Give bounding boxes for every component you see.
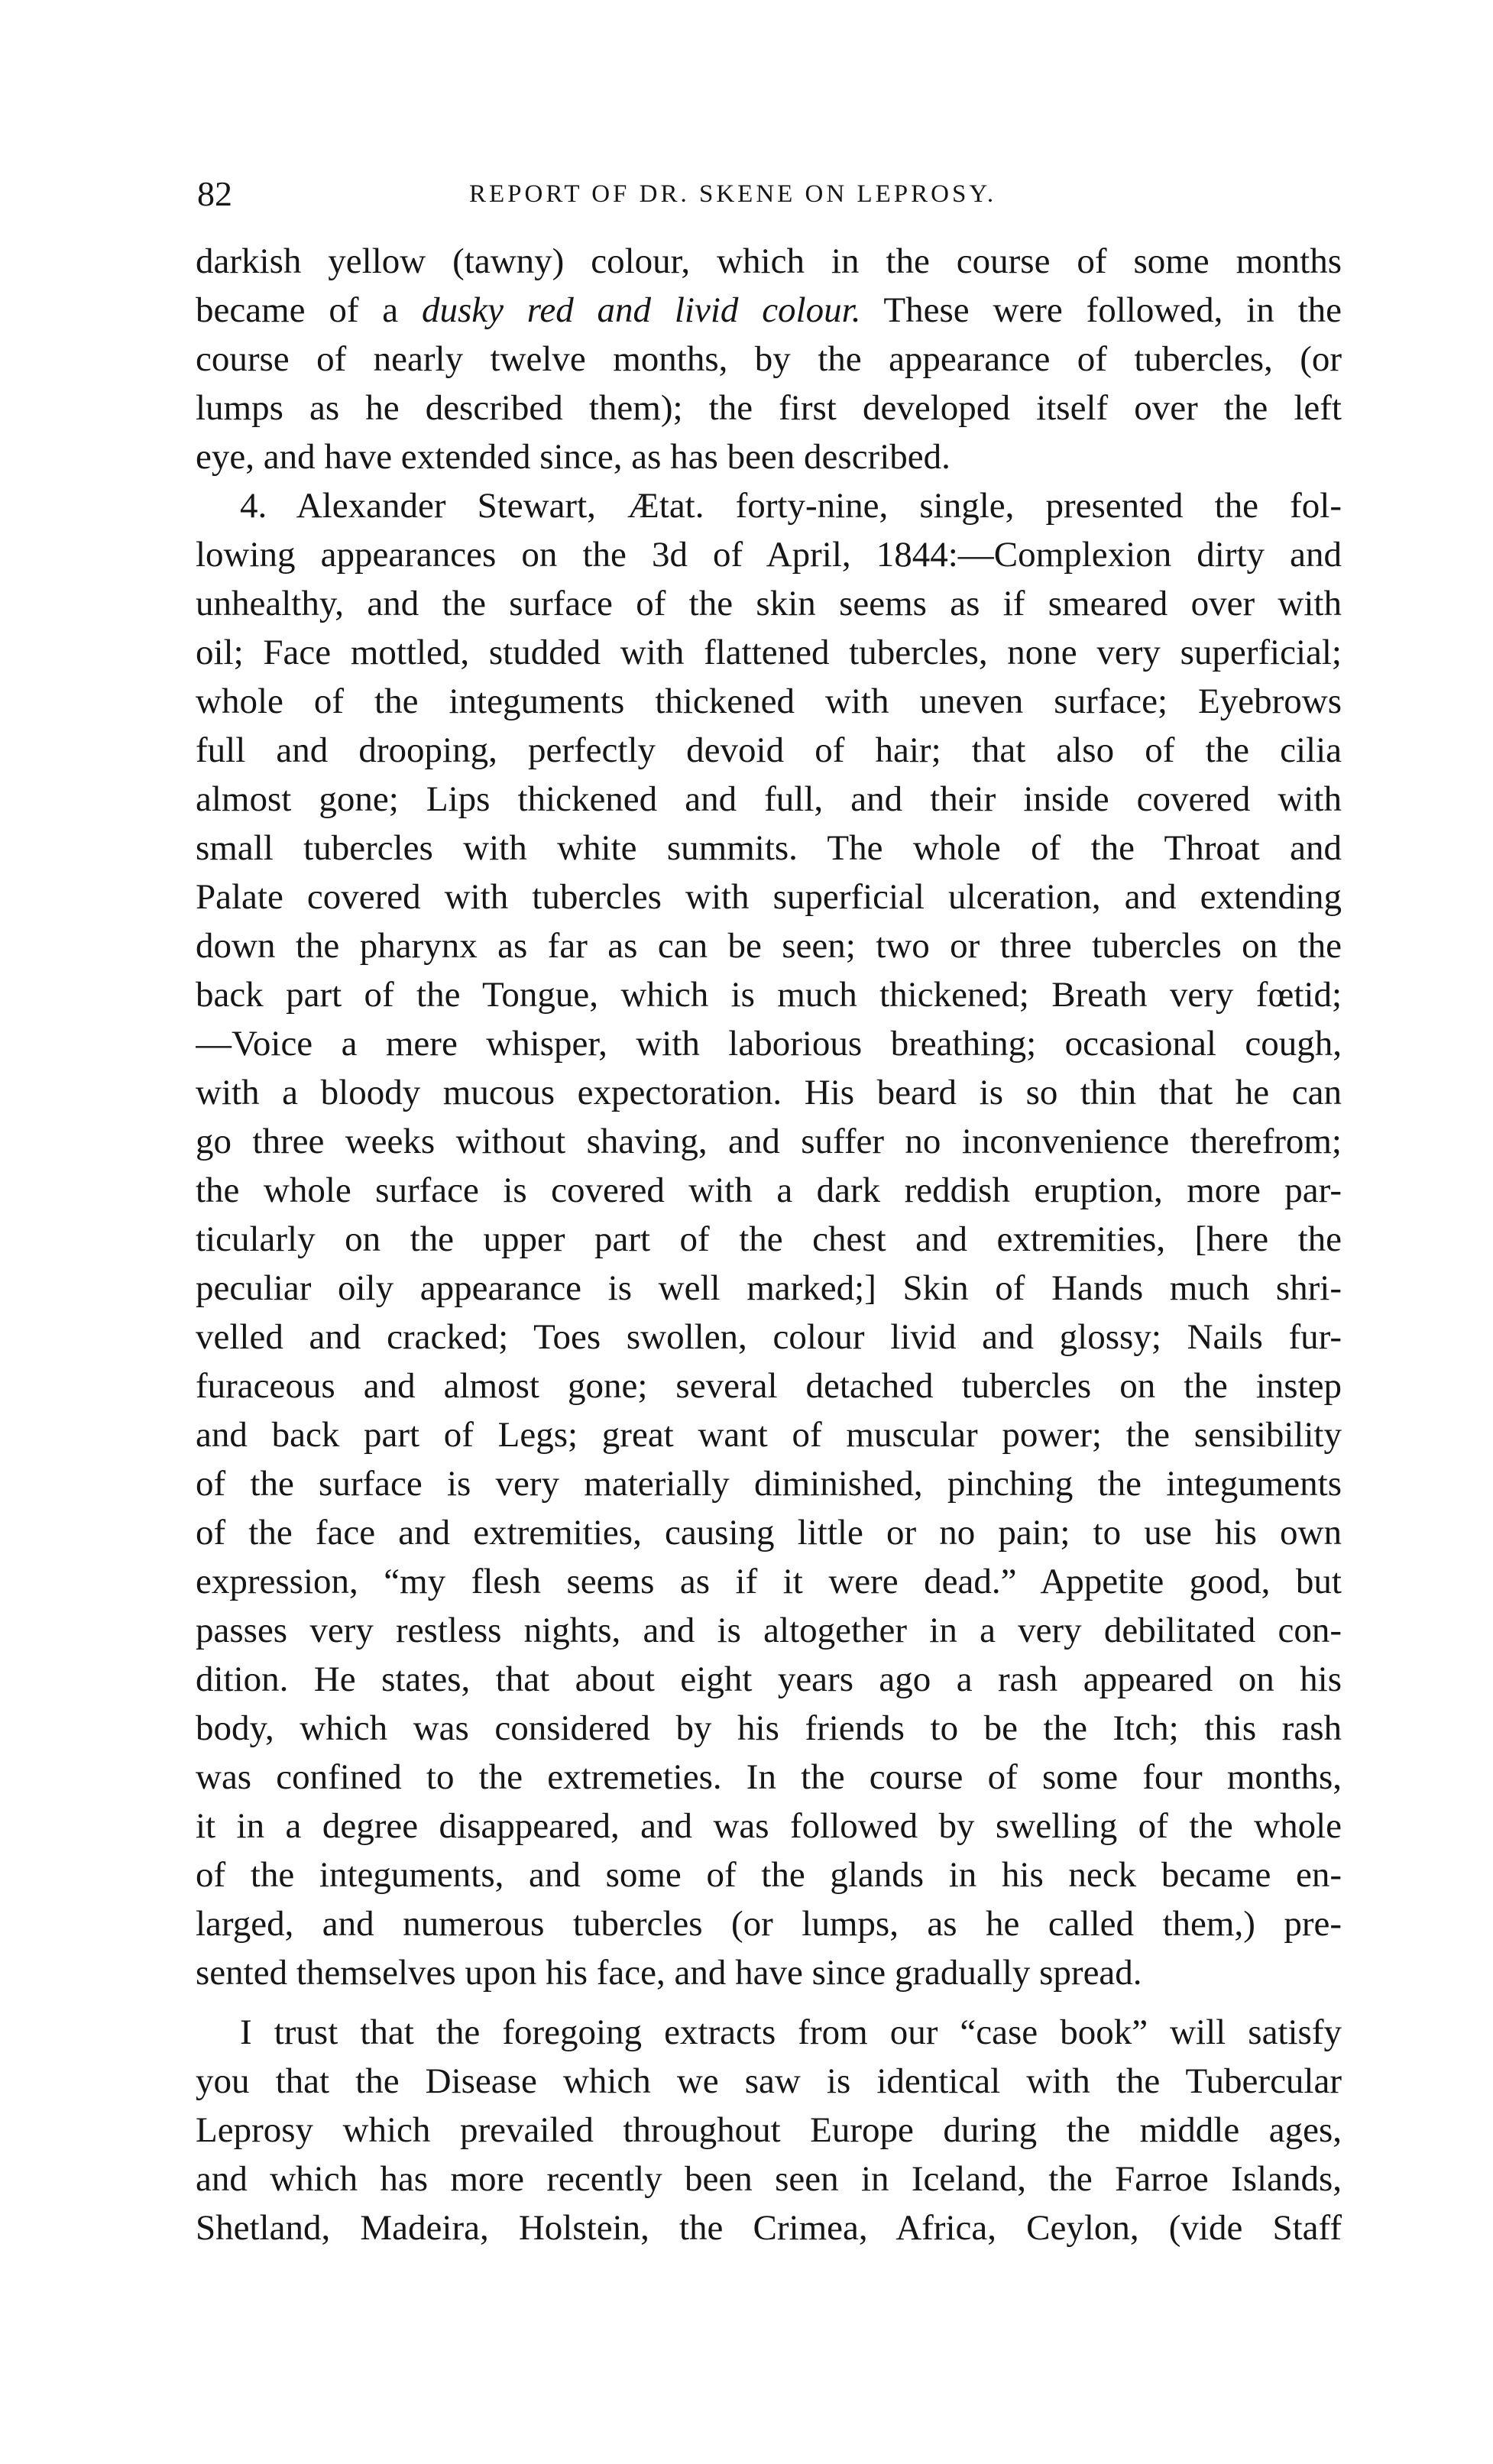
text-line: was confined to the extremeties. In the course of some four months,: [196, 1757, 1342, 1797]
paragraph-case-4: [196, 481, 1342, 1997]
page-header: [197, 171, 1343, 217]
text-line: 4. Alexander Stewart, Ætat. forty-nine, single, presented the fol-: [240, 486, 1342, 526]
italic-phrase: dusky red and livid colour.: [421, 290, 861, 330]
text-line: and which has more recently been seen in Iceland, the Farroe Islands,: [196, 2159, 1342, 2199]
text-line: small tubercles with white summits. The whole of the Throat and: [196, 828, 1342, 868]
text-line: Palate covered with tubercles with superficial ulceration, and extending: [196, 877, 1342, 917]
text-line: eye, and have extended since, as has been described.: [196, 437, 951, 477]
text-line: darkish yellow (tawny) colour, which in the course of some months: [196, 241, 1342, 281]
text-line: peculiar oily appearance is well marked;] Skin of Hands much shri-: [196, 1268, 1342, 1308]
text-line: back part of the Tongue, which is much thickened; Breath very fœtid;: [196, 975, 1342, 1015]
text-line: expression, “my flesh seems as if it were dead.” Appetite good, but: [196, 1562, 1342, 1601]
text-line: almost gone; Lips thickened and full, and their inside covered with: [196, 779, 1342, 819]
text-line: furaceous and almost gone; several detached tubercles on the instep: [196, 1366, 1342, 1406]
text-line: larged, and numerous tubercles (or lumps, as he called them,) pre-: [196, 1904, 1342, 1944]
text-line: velled and cracked; Toes swollen, colour livid and glossy; Nails fur-: [196, 1317, 1342, 1357]
text-line: it in a degree disappeared, and was followed by swelling of the whole: [196, 1806, 1342, 1846]
text-line: sented themselves upon his face, and have since gradually spread.: [196, 1953, 1142, 1993]
text-line: you that the Disease which we saw is identical with the Tubercular: [196, 2061, 1342, 2101]
text-line: of the integuments, and some of the glands in his neck became en-: [196, 1855, 1342, 1895]
text-line: passes very restless nights, and is altogether in a very debilitated con-: [196, 1611, 1342, 1650]
page-number: 82: [197, 174, 232, 213]
text-line: whole of the integuments thickened with uneven surface; Eyebrows: [196, 682, 1342, 721]
text-line: oil; Face mottled, studded with flattened tubercles, none very superficial;: [196, 633, 1342, 672]
text-segment: became of a: [196, 290, 399, 330]
text-line: dition. He states, that about eight years ago a rash appeared on his: [196, 1659, 1342, 1699]
body-text: [196, 237, 1342, 2252]
text-line: and back part of Legs; great want of muscular power; the sensibility: [196, 1415, 1342, 1455]
text-line: —Voice a mere whisper, with laborious breathing; occasional cough,: [196, 1024, 1342, 1064]
paragraph-gap: [196, 1997, 1342, 2008]
running-head: REPORT OF DR. SKENE ON LEPROSY.: [469, 180, 997, 208]
text-line: go three weeks without shaving, and suffer no inconvenience therefrom;: [196, 1122, 1342, 1161]
text-line: Leprosy which prevailed throughout Europe during the middle ages,: [196, 2110, 1342, 2150]
text-line: of the face and extremities, causing little or no pain; to use his own: [196, 1513, 1342, 1553]
text-line: lowing appearances on the 3d of April, 1844:—Complexion dirty and: [196, 535, 1342, 575]
text-line: down the pharynx as far as can be seen; two or three tubercles on the: [196, 926, 1342, 966]
text-line: full and drooping, perfectly devoid of hair; that also of the cilia: [196, 730, 1342, 770]
text-line: ticularly on the upper part of the chest and extremities, [here the: [196, 1219, 1342, 1259]
text-line: Shetland, Madeira, Holstein, the Crimea, Africa, Ceylon, (vide Staff: [196, 2208, 1342, 2248]
text-segment: These were followed, in the: [883, 290, 1342, 330]
text-line: lumps as he described them); the first developed itself over the left: [196, 388, 1342, 428]
text-line: of the surface is very materially diminished, pinching the integuments: [196, 1464, 1342, 1504]
paragraph-continuation: [196, 237, 1342, 481]
text-line: [196, 286, 1342, 335]
text-line: with a bloody mucous expectoration. His beard is so thin that he can: [196, 1073, 1342, 1112]
paragraph-conclusion: [196, 2008, 1342, 2252]
text-line: unhealthy, and the surface of the skin seems as if smeared over with: [196, 584, 1342, 623]
text-line: I trust that the foregoing extracts from our “case book” will satisfy: [240, 2012, 1342, 2052]
text-line: body, which was considered by his friends to be the Itch; this rash: [196, 1708, 1342, 1748]
text-line: the whole surface is covered with a dark reddish eruption, more par-: [196, 1170, 1342, 1210]
text-line: course of nearly twelve months, by the appearance of tubercles, (or: [196, 339, 1342, 379]
